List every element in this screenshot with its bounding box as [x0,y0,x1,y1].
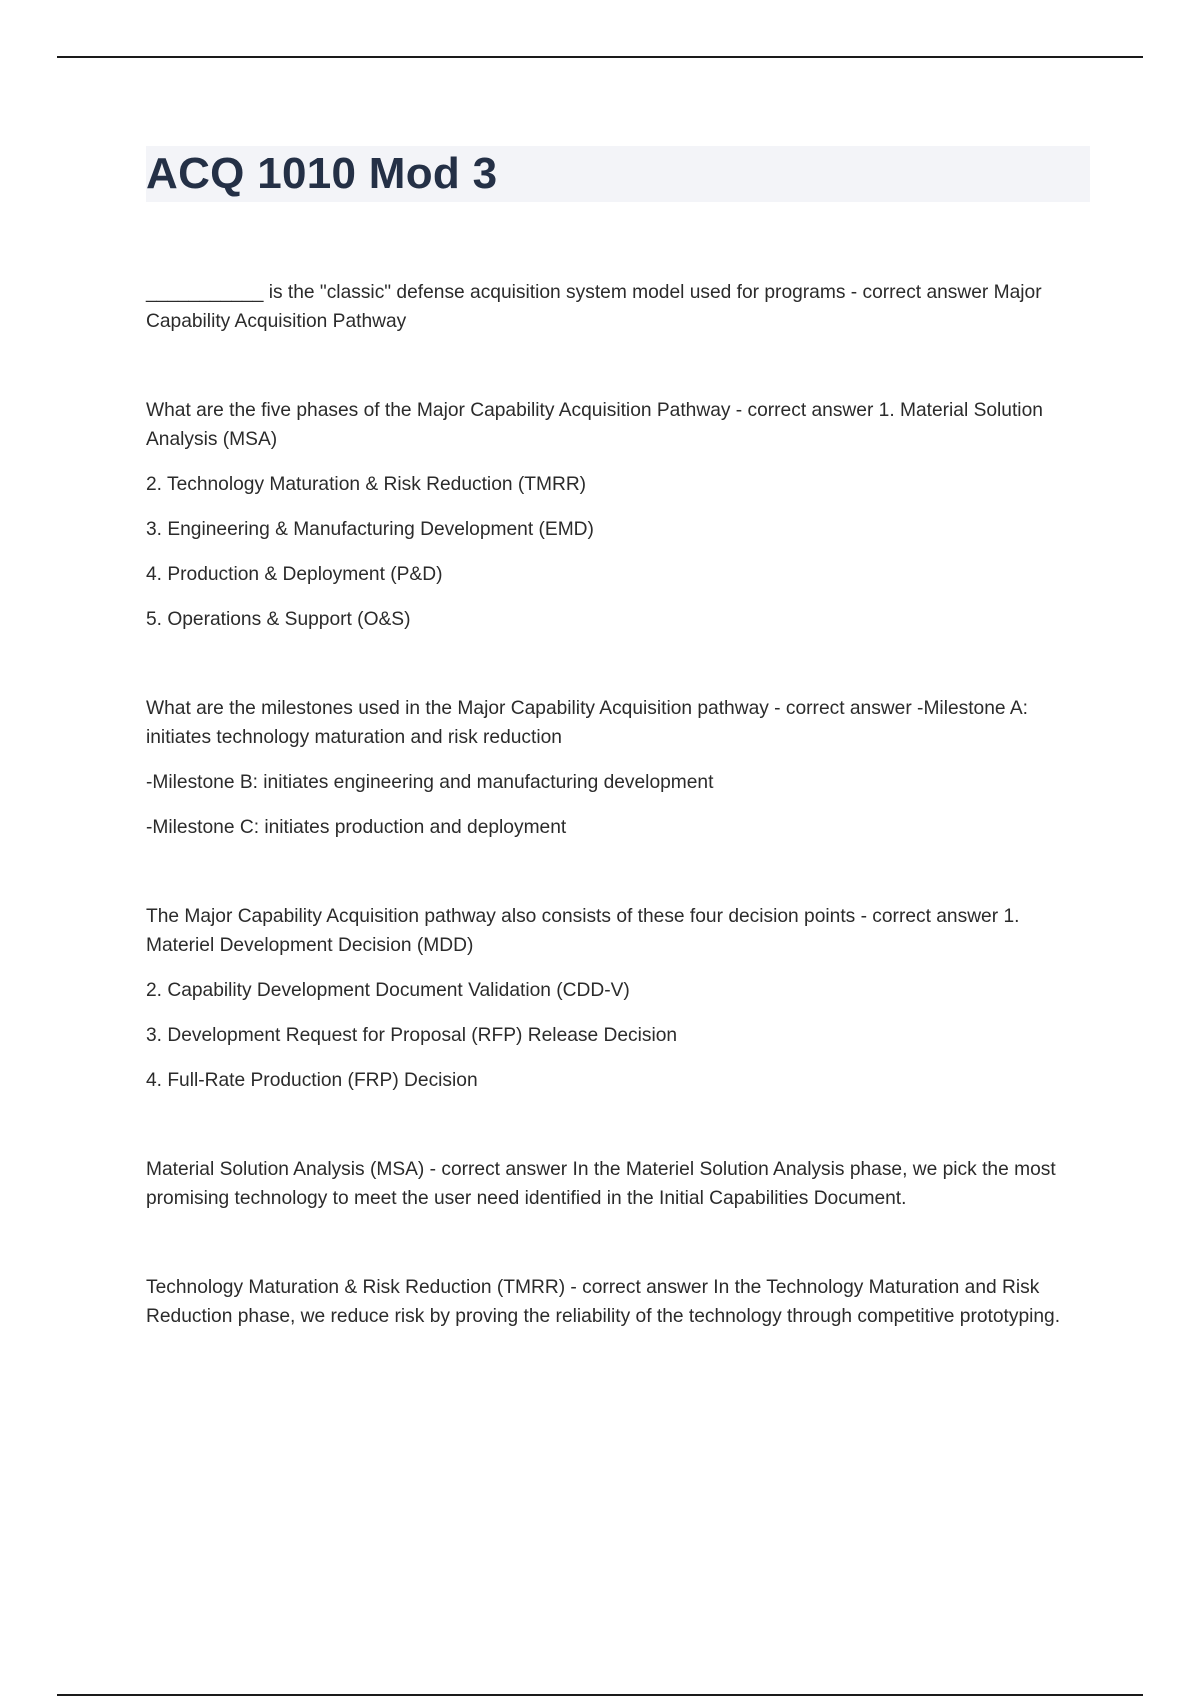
qa-text: The Major Capability Acquisition pathway also consists of these four decision points - correct answer 1. Materiel Development Decision (MDD) [146,906,1020,956]
top-rule [57,56,1143,58]
qa-list-item: 3. Development Request for Proposal (RFP) Release Decision [146,1025,678,1046]
qa-text: Material Solution Analysis (MSA) - correct answer In the Materiel Solution Analysis phase, we pick the most promising technology to meet the user need identified in the Initial Capabilities Document. [146,1159,1056,1209]
qa-text: What are the milestones used in the Major Capability Acquisition pathway - correct answer -Milestone A: initiates technology maturation and risk reduction [146,698,1028,748]
bottom-rule [57,1694,1143,1696]
qa-block-2 [146,396,1090,634]
qa-block-4 [146,902,1090,1095]
qa-list-item: 3. Engineering & Manufacturing Development (EMD) [146,519,594,540]
qa-text: What are the five phases of the Major Capability Acquisition Pathway - correct answer 1. Material Solution Analysis (MSA) [146,400,1043,450]
qa-list-item: 5. Operations & Support (O&S) [146,609,411,630]
qa-block-3 [146,694,1090,842]
qa-block-1 [146,278,1090,336]
qa-list-item: 4. Production & Deployment (P&D) [146,564,443,585]
qa-text: Technology Maturation & Risk Reduction (TMRR) - correct answer In the Technology Maturation and Risk Reduction phase, we reduce risk by proving the reliability of the technology through competitive prototyping. [146,1277,1061,1327]
qa-list-item: -Milestone B: initiates engineering and manufacturing development [146,772,714,793]
qa-block-6 [146,1273,1090,1331]
document-title: ACQ 1010 Mod 3 [146,149,498,198]
qa-list-item: 2. Technology Maturation & Risk Reduction (TMRR) [146,474,587,495]
document-body [146,146,1090,1391]
qa-list-item: 4. Full-Rate Production (FRP) Decision [146,1070,478,1091]
qa-list-item: -Milestone C: initiates production and deployment [146,817,567,838]
qa-block-5 [146,1155,1090,1213]
qa-text: ___________ is the "classic" defense acquisition system model used for programs - correct answer Major Capability Acquisition Pathway [146,282,1042,332]
qa-list [146,278,1090,1331]
title-band [146,146,1090,202]
qa-list-item: 2. Capability Development Document Validation (CDD-V) [146,980,630,1001]
